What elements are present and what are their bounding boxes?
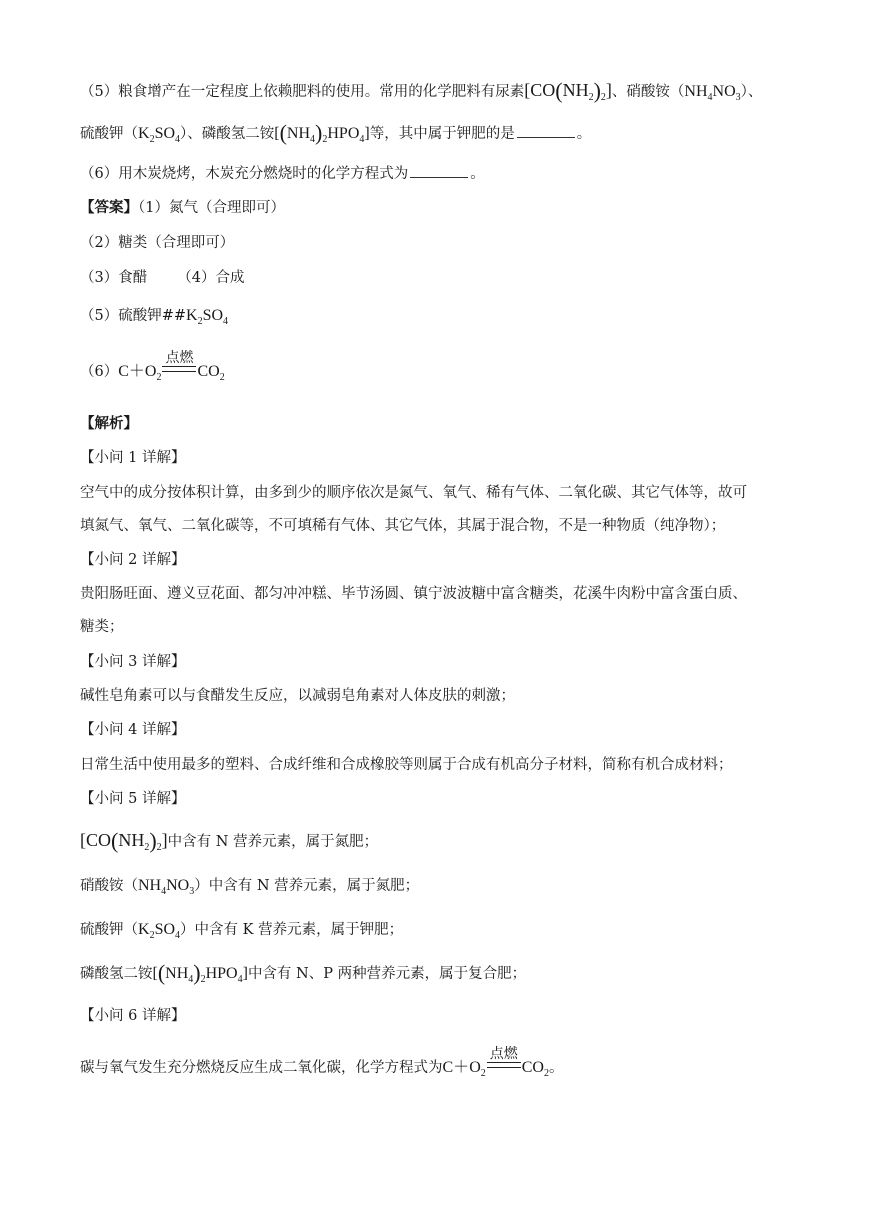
p5d-text: 中含有 N、P 两种营养元素，属于复合肥； — [247, 966, 527, 982]
analysis-h4 — [80, 720, 809, 740]
q5-sep2: ）、 — [740, 84, 763, 100]
analysis-p3 — [80, 686, 809, 706]
q5-line2 — [80, 120, 809, 145]
p5b-formula: $NH_4NO_3$ — [138, 877, 195, 897]
q5-end: 。 — [576, 126, 592, 142]
sub-question-6-heading: 【小问 6 详解】 — [80, 1008, 186, 1024]
reaction-condition: 点燃 — [162, 370, 196, 376]
analysis-h3 — [80, 652, 809, 672]
q6-text: （6）用木炭烧烤，木炭充分燃烧时的化学方程式为 — [80, 166, 409, 182]
p6-equation: $C+O_2$ 点燃 $CO_2$ — [442, 1046, 549, 1079]
p5b-prefix: 硝酸铵（ — [80, 878, 138, 894]
analysis-p1a — [80, 483, 809, 503]
p2a-text: 贵阳肠旺面、遵义豆花面、都匀冲冲糕、毕节汤圆、镇宁波波糖中富含糖类，花溪牛肉粉中富含蛋白质、 — [80, 586, 747, 602]
q5-answer-blank[interactable] — [517, 125, 575, 138]
analysis-h6 — [80, 1006, 809, 1026]
analysis-p2a — [80, 584, 809, 604]
analysis-p4 — [80, 755, 809, 775]
answer-line2 — [80, 233, 809, 253]
q5-line2-c: 等，其中属于钾肥的是 — [369, 126, 515, 142]
q5-prefix: （5）粮食增产在一定程度上依赖肥料的使用。常用的化学肥料有尿素 — [80, 84, 525, 100]
p2b-text: 糖类； — [80, 619, 124, 635]
answer-4: （4）合成 — [177, 270, 245, 286]
analysis-p5a — [80, 830, 809, 852]
answer-line1 — [80, 198, 809, 218]
p5a-urea-formula: $[CO(NH_2)_2]$ — [80, 828, 168, 853]
analysis-h2 — [80, 550, 809, 570]
q6-end: 。 — [470, 166, 485, 182]
q5-sep1: 、硝酸铵（ — [611, 84, 685, 100]
answer-1: （1）氮气（合理即可） — [138, 200, 285, 216]
answer-line6 — [80, 350, 809, 383]
answer-6-prefix: （6） — [80, 364, 119, 380]
q5-line1 — [80, 80, 809, 102]
p5b-text: ）中含有 N 营养元素，属于氮肥； — [194, 878, 420, 894]
p5c-prefix: 硫酸钾（ — [80, 922, 138, 938]
answer-line3 — [80, 268, 809, 288]
sub-question-5-heading: 【小问 5 详解】 — [80, 791, 186, 807]
k2so4-formula: $K_2SO_4$ — [138, 125, 181, 145]
p1b-text: 填氮气、氧气、二氧化碳等，不可填稀有气体、其它气体，其属于混合物，不是一种物质（纯净物）； — [80, 518, 726, 534]
sub-question-3-heading: 【小问 3 详解】 — [80, 654, 186, 670]
analysis-h5 — [80, 789, 809, 809]
analysis-p2b — [80, 617, 809, 637]
q5-line2-b: ）、磷酸氢二铵 — [180, 126, 275, 142]
analysis-p5d — [80, 960, 809, 985]
analysis-label-line — [80, 414, 809, 434]
ammonium-nitrate-formula: $NH_4NO_3$ — [684, 83, 741, 103]
answer-label: 【答案】 — [80, 199, 138, 216]
p5d-formula: $[(NH_4)_2HPO_4]$ — [152, 960, 248, 985]
p3-text: 碱性皂角素可以与食醋发生反应，以减弱皂角素对人体皮肤的刺激； — [80, 688, 515, 704]
p5a-text: 中含有 N 营养元素，属于氮肥； — [167, 834, 379, 850]
p6-text: 碳与氧气发生充分燃烧反应生成二氧化碳，化学方程式为 — [80, 1060, 443, 1076]
urea-formula: $[CO(NH_2)_2]$ — [524, 78, 612, 103]
q6-line — [80, 164, 809, 184]
p5d-prefix: 磷酸氢二铵 — [80, 966, 153, 982]
sub-question-2-heading: 【小问 2 详解】 — [80, 552, 186, 568]
answer-line5 — [80, 306, 809, 326]
p6-reaction-condition: 点燃 — [487, 1066, 521, 1072]
p5c-formula: $K_2SO_4$ — [138, 921, 181, 941]
analysis-p1b — [80, 516, 809, 536]
answer-6-equation: $C+O_2$ 点燃 $CO_2$ — [118, 350, 225, 383]
analysis-h1 — [80, 448, 809, 468]
analysis-label: 【解析】 — [80, 415, 138, 432]
q5-line2-a: 硫酸钾（ — [80, 126, 138, 142]
answer-5-formula: $K_2SO_4$ — [186, 307, 229, 327]
sub-question-4-heading: 【小问 4 详解】 — [80, 722, 186, 738]
sub-question-1-heading: 【小问 1 详解】 — [80, 450, 186, 466]
answer-3: （3）食醋 — [80, 270, 148, 286]
p6-end: 。 — [548, 1060, 564, 1076]
p5c-text: ）中含有 K 营养元素，属于钾肥； — [180, 922, 404, 938]
answer-5-prefix: （5）硫酸钾## — [80, 308, 187, 324]
answer-2: （2）糖类（合理即可） — [80, 235, 235, 251]
analysis-p5b — [80, 876, 809, 896]
dap-formula: $[(NH_4)_2HPO_4]$ — [274, 120, 370, 145]
p4-text: 日常生活中使用最多的塑料、合成纤维和合成橡胶等则属于合成有机高分子材料，简称有机合成材料； — [80, 757, 733, 773]
analysis-p6 — [80, 1046, 809, 1079]
analysis-p5c — [80, 920, 809, 940]
p1a-text: 空气中的成分按体积计算，由多到少的顺序依次是氮气、氧气、稀有气体、二氧化碳、其它气体等，故可 — [80, 485, 747, 501]
q6-answer-blank[interactable] — [410, 165, 468, 178]
